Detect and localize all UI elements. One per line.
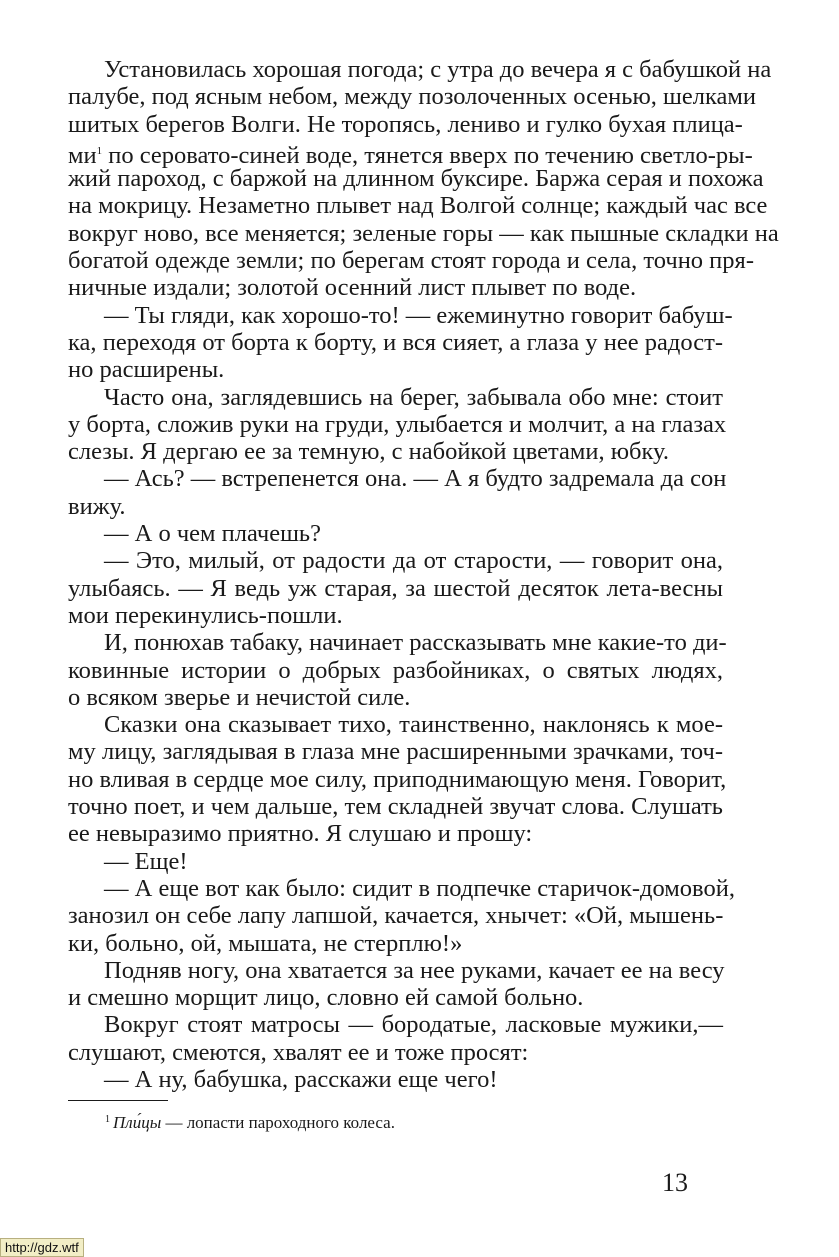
text-line: мои перекинулись-пошли. xyxy=(68,601,343,629)
footnote xyxy=(105,1113,395,1133)
text-line: и смешно морщит лицо, словно ей самой больно. xyxy=(68,984,584,1012)
text-line: вижу. xyxy=(68,492,126,520)
text-line: ковинные истории о добрых разбойниках, о святых людях, xyxy=(68,656,723,684)
footnote-mark: 1 xyxy=(96,144,103,157)
text-line: шитых берегов Волги. Не торопясь, лениво и гулко бухая плица- xyxy=(68,110,743,138)
text-line: палубе, под ясным небом, между позолоченных осенью, шелками xyxy=(68,83,756,111)
text-fragment: по серовато-синей воде, тянется вверх по течению светло-ры- xyxy=(108,141,753,169)
text-line: на мокрицу. Незаметно плывет над Волгой солнце; каждый час все xyxy=(68,192,768,220)
text-line: Сказки она сказывает тихо, таинственно, наклонясь к мое- xyxy=(104,711,723,739)
text-fragment: ми xyxy=(68,141,97,169)
text-line: о всяком зверье и нечистой силе. xyxy=(68,683,411,711)
text-line: богатой одежде земли; по берегам стоят города и села, точно пря- xyxy=(68,247,754,275)
text-line: Вокруг стоят матросы — бородатые, ласковые мужики,— xyxy=(104,1011,723,1039)
footnote-text: — лопасти пароходного колеса. xyxy=(161,1113,395,1132)
text-line: Часто она, заглядевшись на берег, забывала обо мне: стоит xyxy=(104,383,723,411)
text-line: ки, больно, ой, мышата, не стерплю!» xyxy=(68,929,463,957)
text-line: но вливая в сердце мое силу, приподнимающую меня. Говорит, xyxy=(68,765,727,793)
text-line: занозил он себе лапу лапшой, качается, хнычет: «Ой, мышень- xyxy=(68,902,724,930)
text-line: — Ась? — встрепенется она. — А я будто задремала да сон xyxy=(104,465,727,493)
text-line: но расширены. xyxy=(68,356,225,384)
text-line: ничные издали; золотой осенний лист плывет по воде. xyxy=(68,274,637,302)
text-line xyxy=(68,138,753,169)
text-line: у борта, сложив руки на груди, улыбается и молчит, а на глазах xyxy=(68,410,727,438)
text-line: — А ну, бабушка, расскажи еще чего! xyxy=(104,1065,498,1093)
text-line: улыбаясь. — Я ведь уж старая, за шестой десяток лета-весны xyxy=(68,574,723,602)
text-line: слушают, смеются, хвалят ее и тоже просят: xyxy=(68,1038,529,1066)
text-line: — Это, милый, от радости да от старости, — говорит она, xyxy=(104,547,723,575)
text-line: — Еще! xyxy=(104,847,188,875)
text-line: И, понюхав табаку, начинает рассказывать мне какие-то ди- xyxy=(104,629,727,657)
text-line: Подняв ногу, она хватается за нее руками, качает ее на весу xyxy=(104,956,725,984)
text-line: Установилась хорошая погода; с утра до вечера я с бабушкой на xyxy=(104,56,772,83)
page-number: 13 xyxy=(662,1168,688,1197)
text-line: вокруг ново, все меняется; зеленые горы — как пышные складки на xyxy=(68,219,779,247)
footnote-divider xyxy=(68,1100,168,1101)
text-line: — А о чем плачешь? xyxy=(104,520,321,548)
text-line: жий пароход, с баржой на длинном буксире. Баржа серая и похожа xyxy=(68,165,764,193)
text-line: — А еще вот как было: сидит в подпечке старичок-домовой, xyxy=(104,874,735,902)
text-line: — Ты гляди, как хорошо-то! — ежеминутно говорит бабуш- xyxy=(104,301,733,329)
text-line: му лицу, заглядывая в глаза мне расширенными зрачками, точ- xyxy=(68,738,723,766)
footnote-number: 1 xyxy=(105,1114,110,1125)
footnote-term: Пли́цы xyxy=(113,1113,162,1132)
watermark-link[interactable]: http://gdz.wtf xyxy=(0,1238,84,1257)
text-line: точно поет, и чем дальше, тем складней звучат слова. Слушать xyxy=(68,793,723,821)
text-line: ка, переходя от борта к борту, и вся сияет, а глаза у нее радост- xyxy=(68,328,723,356)
main-text xyxy=(68,56,779,1093)
text-line: слезы. Я дергаю ее за темную, с набойкой цветами, юбку. xyxy=(68,438,669,466)
text-line: ее невыразимо приятно. Я слушаю и прошу: xyxy=(68,820,533,848)
